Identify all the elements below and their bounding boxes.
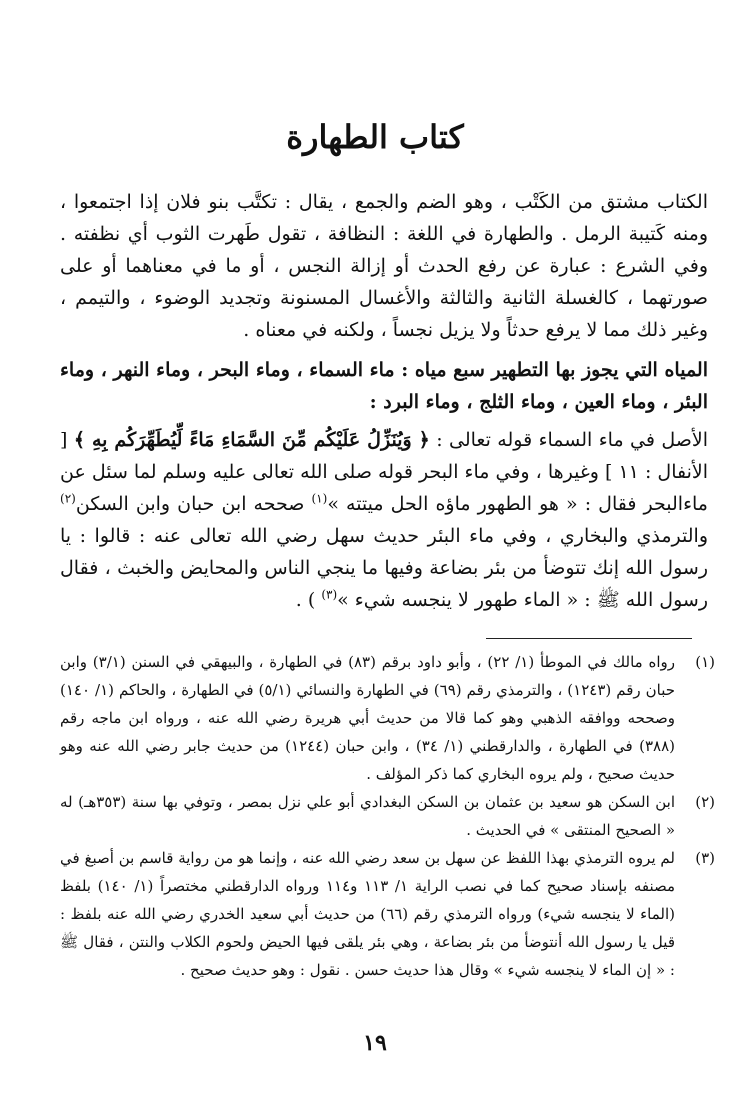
footnote-number: (١) xyxy=(695,653,715,671)
footnote-text: رواه مالك في الموطأ (١/ ٢٢) ، وأبو داود برقم (٨٣) في الطهارة ، والبيهقي في السنن (٣/١) وابن حبان رقم (١٢٤٣) ، والترمذي رقم (٦٩) في الطهارة والنسائي (٥/١) في الطهارة ، والحاكم (١/ ١٤٠) وصححه ووافقه الذهبي وهو كما قالا من حديث أبي هريرة رضي الله عنه ، ورواه ابن ماجه رقم (٣٨٨) في الطهارة ، والدارقطني (١/ ٣٤) ، وابن حبان (١٢٤٤) من حديث جابر رضي الله عنه وهو حديث صحيح ، ولم يروه البخاري كما ذكر المؤلف . xyxy=(60,653,676,783)
footnote-3 xyxy=(60,844,715,984)
paragraph-definition: الكتاب مشتق من الكَتْب ، وهو الضم والجمع ، يقال : تكتَّب بنو فلان إذا اجتمعوا ، ومنه كَتيبة الرمل . والطهارة في اللغة : النظافة ، تقول طَهرت الثوب أي نظفته . وفي الشرع : عبارة عن رفع الحدث أو إزالة النجس ، أو ما في معناهما أو على صورتهما ، كالغسلة الثانية والثالثة والأغسال المسنونة وتجديد الوضوء ، والتيمم ، وغير ذلك مما لا يرفع حدثاً ولا يزيل نجساً ، ولكنه في معناه . xyxy=(60,191,708,341)
paragraph-waters: المياه التي يجوز بها التطهير سبع مياه : ماء السماء ، وماء البحر ، وماء النهر ، وماء البئر ، وماء العين ، وماء الثلج ، وماء البرد : xyxy=(60,359,708,413)
footnotes xyxy=(60,648,715,984)
footnote-2 xyxy=(60,788,715,844)
evidence-text-2: [ الأنفال : ١١ ] وغيرها ، وفي ماء البحر قوله صلى الله تعالى عليه وسلم لما سئل عن ماءالبحر فقال : « هو الطهور ماؤه الحل ميتته » xyxy=(60,429,708,515)
footnote-ref-1[interactable]: (١) xyxy=(311,491,328,506)
footnote-ref-3[interactable]: (٣) xyxy=(321,587,338,602)
footnote-text: لم يروه الترمذي بهذا اللفظ عن سهل بن سعد رضي الله عنه ، وإنما هو من رواية قاسم بن أصبغ في مصنفه بإسناد صحيح كما في نصب الراية ١/ ١١٣ و١١٤ ورواه الدارقطني مختصراً (١/ ١٤٠) بلفظ (الماء لا ينجسه شيء) ورواه الترمذي رقم (٦٦) من حديث أبي سعيد الخدري رضي الله عنه بلفظ : قيل يا رسول الله أنتوضأ من بئر بضاعة ، وهي بئر يلقى فيها الحيض ولحوم الكلاب والنتن ، فقال ﷺ : « إن الماء لا ينجسه شيء » وقال هذا حديث حسن . نقول : وهو حديث صحيح . xyxy=(60,849,676,979)
page-number: ١٩ xyxy=(363,1030,387,1056)
quran-verse: ﴿ وَيُنَزِّلُ عَلَيْكُم مِّنَ السَّمَاءِ مَاءً لِّيُطَهِّرَكُم بِهِ ﴾ xyxy=(73,429,430,451)
footnote-number: (٣) xyxy=(695,849,715,867)
footnote-text: ابن السكن هو سعيد بن عثمان بن السكن البغدادي أبو علي نزل بمصر ، وتوفي بها سنة (٣٥٣هـ) له « الصحيح المنتقى » في الحديث . xyxy=(60,793,675,839)
footnote-divider xyxy=(486,638,692,639)
evidence-text-3: صححه ابن حبان وابن السكن xyxy=(75,493,305,515)
main-text xyxy=(60,186,708,616)
evidence-text-4: والترمذي والبخاري ، وفي ماء البئر حديث سهل رضي الله تعالى عنه : قالوا : يا رسول الله إنك تتوضأ من بئر بضاعة وفيها ما ينجي الناس والمحايض والخبث ، فقال رسول الله ﷺ : « الماء طهور لا ينجسه شيء » xyxy=(60,525,708,611)
footnote-ref-2[interactable]: (٢) xyxy=(60,491,76,506)
paragraph-evidence xyxy=(60,424,708,616)
evidence-intro: الأصل في ماء السماء قوله تعالى : xyxy=(436,429,709,451)
chapter-title: كتاب الطهارة xyxy=(286,118,464,156)
footnote-1 xyxy=(60,648,715,788)
evidence-text-5: ) . xyxy=(295,589,316,611)
footnote-number: (٢) xyxy=(695,793,715,811)
